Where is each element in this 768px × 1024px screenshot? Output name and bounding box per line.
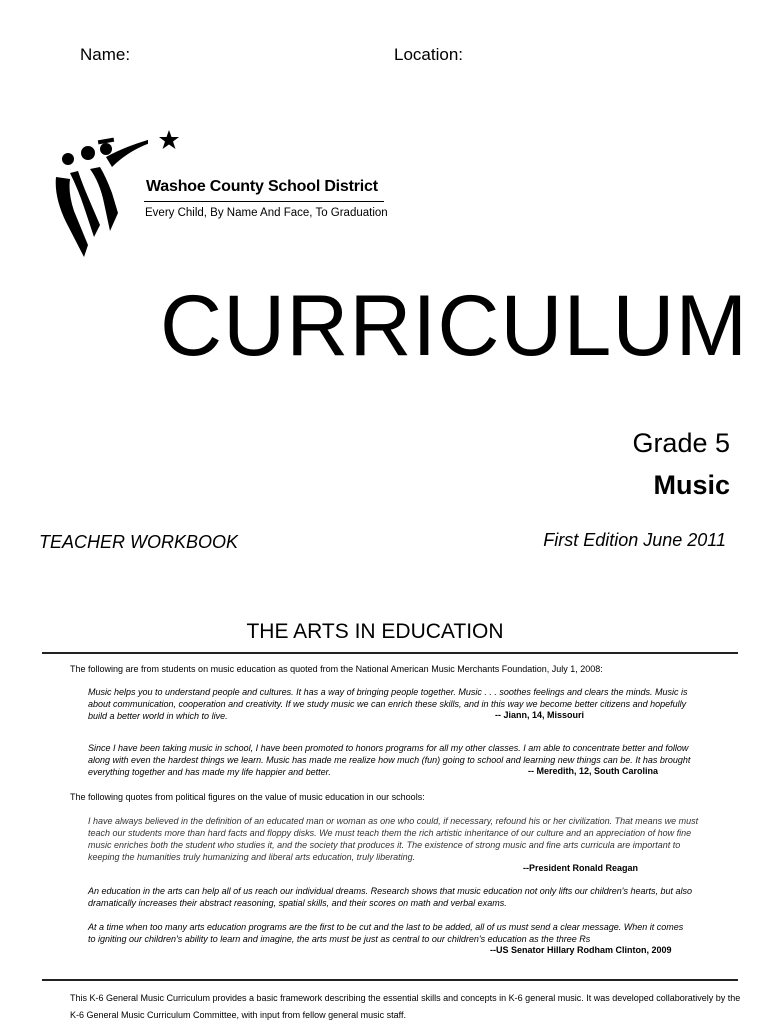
quote-attribution: --President Ronald Reagan [523,863,639,873]
district-name: Washoe County School District [146,178,378,195]
grade-label: Grade 5 [632,428,730,458]
quote-reagan [88,815,704,863]
quote-attribution: -- Meredith, 12, South Carolina [528,766,659,776]
district-emblem-icon [48,127,148,262]
subject-label: Music [653,470,730,500]
divider-bottom [42,979,738,981]
quote-clinton-2 [88,921,688,945]
quote-text: Music helps you to understand people and cultures. It has a way of bringing people together. Music . . . soothes feelings and clears the minds. Music is about communication, cooperation and creativity. If we study music we can enrich these skills, and in this way we become better citizens and hopefully build a better world in which to live. [88,687,688,721]
quote-attribution: -- Jiann, 14, Missouri [495,710,585,720]
quote-jiann [88,686,704,722]
district-logo [48,127,393,262]
political-intro: The following quotes from political figures on the value of music education in our schools: [70,792,425,802]
name-label: Name: [80,45,131,64]
divider-top [42,652,738,654]
workbook-label: TEACHER WORKBOOK [39,532,239,552]
star-icon [158,129,180,151]
quote-attribution: --US Senator Hillary Rodham Clinton, 2009 [490,945,672,955]
quote-text: At a time when too many arts education programs are the first to be cut and the last to be added, all of us must send a clear message. When it comes to igniting our children's ability to learn and imagine, the arts must be just as central to our children's education as the three Rs [88,922,684,944]
curriculum-description: This K-6 General Music Curriculum provides a basic framework describing the essential skills and concepts in K-6 general music. It was developed collaboratively by the K-6 General Music Curriculum Committee, with input from fellow general music staff. [70,993,741,1020]
section-title: THE ARTS IN EDUCATION [246,620,504,643]
page-title: CURRICULUM [160,278,749,374]
district-tagline: Every Child, By Name And Face, To Graduation [145,207,388,219]
quote-text: An education in the arts can help all of us reach our individual dreams. Research shows that music education not only lifts our children's hearts, but also dramatically increases their abstract reasoning, spatial skills, and their scores on math and verbal exams. [88,886,693,908]
quote-text: I have always believed in the definition of an educated man or woman as one who could, if necessary, refound his or her civilization. That means we must teach our students more than hard facts and floppy disks. We must teach them the rich artistic inheritance of our culture and an appreciation of how fine music enriches both the student who studies it, and the society that produces it. The existence of strong music and fine arts curricula are important to keeping the humanities truly humanizing and liberal arts education, truly liberating. [88,816,699,862]
quote-clinton-1 [88,885,704,909]
logo-rule [144,201,384,202]
location-label: Location: [394,45,463,64]
students-intro: The following are from students on music education as quoted from the National American Music Merchants Foundation, July 1, 2008: [70,664,603,674]
quote-text: Since I have been taking music in school, I have been promoted to honors programs for all my other classes. I am able to concentrate better and follow along with even the hardest things we learn. Music has made me realize how much (fun) going to school and learning new things can be. It has brought everything together and has made my life happier and better. [88,743,691,777]
edition-label: First Edition June 2011 [543,530,726,550]
